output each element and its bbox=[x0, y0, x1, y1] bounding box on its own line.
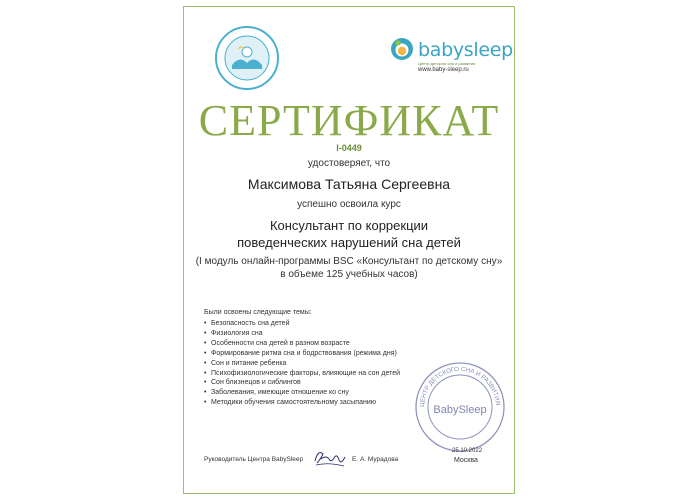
stamp-ring-text: ЦЕНТР ДЕТСКОГО СНА И РАЗВИТИЯ bbox=[418, 365, 502, 408]
signer-name: Е. А. Мурадова bbox=[352, 456, 399, 463]
topics-heading: Были освоены следующие темы: bbox=[204, 309, 312, 316]
course-title-line1: Консультант по коррекции bbox=[269, 218, 429, 233]
issue-city: Москва bbox=[454, 457, 478, 464]
brand-name: babysleep bbox=[418, 39, 513, 61]
program-note-line1: (I модуль онлайн-программы BSC «Консультант по детскому сну» bbox=[195, 256, 503, 267]
topic-label: Заболевания, имеющие отношение ко сну bbox=[211, 389, 349, 397]
topic-label: Сон близнецов и сиблингов bbox=[211, 379, 301, 387]
list-item: • Физиология сна bbox=[204, 329, 263, 337]
certifies-text: удостоверяет, что bbox=[307, 158, 391, 169]
topic-label: Сон и питание ребенка bbox=[211, 359, 287, 367]
certificate-title: СЕРТИФИКАТ bbox=[198, 96, 500, 145]
certificate-sheet bbox=[183, 6, 515, 494]
certificate-number: I-0449 bbox=[336, 143, 362, 153]
svg-text:ЦЕНТР ДЕТСКОГО СНА И РАЗВИТИЯ bbox=[419, 366, 501, 407]
topic-label: Особенности сна детей в разном возрасте bbox=[211, 339, 350, 347]
list-item: • Методики обучения самостоятельному засыпанию bbox=[204, 399, 377, 407]
list-item: • Особенности сна детей в разном возрасте bbox=[204, 339, 350, 347]
topic-label: Физиология сна bbox=[211, 329, 263, 337]
stamp-center-text: BabySleep bbox=[433, 404, 487, 416]
program-note-line2: в объеме 125 учебных часов) bbox=[280, 269, 418, 280]
topic-label: Безопасность сна детей bbox=[211, 320, 290, 327]
signature-label: Руководитель Центра BabySleep bbox=[204, 456, 304, 463]
topic-label: Психофизиологические факторы, влияющие на сон детей bbox=[211, 369, 401, 377]
course-title-line2: поведенческих нарушений сна детей bbox=[237, 235, 461, 250]
handwritten-signature bbox=[312, 445, 348, 471]
list-item: • Психофизиологические факторы, влияющие на сон детей bbox=[204, 369, 401, 377]
brand-url: www.baby-sleep.ru bbox=[418, 67, 469, 73]
official-stamp bbox=[414, 361, 506, 453]
list-item: • Безопасность сна детей bbox=[204, 320, 290, 327]
list-item: • Формирование ритма сна и бодрствования (режима дня) bbox=[204, 349, 397, 357]
issue-date: 25.10.2022 bbox=[452, 448, 483, 454]
topic-label: Методики обучения самостоятельному засыпанию bbox=[211, 399, 377, 407]
babysleep-logo-icon bbox=[390, 37, 414, 61]
recipient-name: Максимова Татьяна Сергеевна bbox=[247, 176, 451, 192]
completed-text: успешно освоила курс bbox=[297, 199, 401, 210]
topic-label: Формирование ритма сна и бодрствования (режима дня) bbox=[211, 349, 397, 357]
brand-tagline: Центр детского сна и развития bbox=[418, 61, 476, 66]
center-seal-logo bbox=[214, 25, 280, 91]
list-item: • Сон близнецов и сиблингов bbox=[204, 379, 301, 387]
babysleep-brand bbox=[390, 33, 513, 79]
list-item: • Сон и питание ребенка bbox=[204, 359, 287, 367]
topics-list bbox=[204, 319, 400, 408]
list-item: • Заболевания, имеющие отношение ко сну bbox=[204, 389, 349, 397]
